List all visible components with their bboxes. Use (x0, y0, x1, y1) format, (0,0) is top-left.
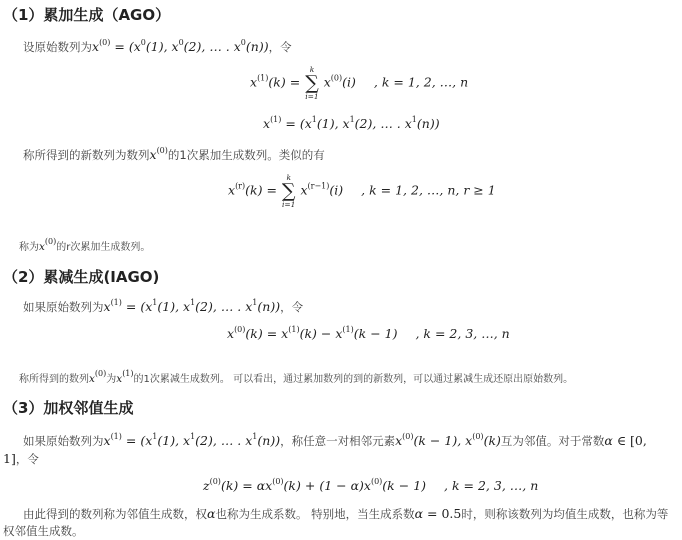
formula-x0: $x^{(0)}$ (149, 146, 168, 162)
equation-ago-condition: , k = 1, 2, …, n (373, 74, 469, 90)
weighted-intro-mid: ，称任意一对相邻元素 (280, 434, 396, 448)
section-heading-ago: （1）累加生成（AGO） (3, 6, 171, 24)
ago-description (23, 146, 325, 163)
sum-symbol: k ∑ i=1 (281, 173, 296, 209)
equation-iago: $x^{(0)}(k) = x^{(1)}(k) - x^{(1)}(k - 1)$ , k = 2, 3, …, n (227, 325, 510, 341)
iago-note-pre: 称所得到的数列 (19, 374, 89, 385)
formula-alpha-half: α = 0.5 (414, 506, 462, 521)
formula-original-sequence: $x^{(0)} = (x^0(1)$, $x^0(2)$, … . $x^0(n)$) (92, 38, 269, 54)
r-ago-note-post: 的r次累加生成数列。 (56, 242, 151, 253)
iago-intro-pre: 如果原始数列为 (23, 300, 104, 314)
section-heading-weighted: （3）加权邻值生成 (3, 399, 134, 417)
formula-adjacent-pair: $x^{(0)}(k - 1)$, $x^{(0)}(k)$ (395, 432, 501, 448)
weighted-description (3, 505, 669, 540)
weighted-desc-pre: 由此得到的数列称为邻值生成数，权 (23, 507, 207, 521)
section-heading-iago: （2）累减生成(IAGO) (3, 268, 160, 286)
equation-iago-condition: , k = 2, 3, …, n (415, 326, 510, 341)
ago-intro (23, 38, 292, 55)
weighted-desc-mid: 也称为生成系数。 特别地，当生成系数 (215, 507, 415, 521)
equation-ago-sequence: $x^{(1)} = (x^1(1)$, $x^1(2)$, … . $x^1(n)$) (263, 115, 440, 131)
equation-weighted-condition: , k = 2, 3, …, n (444, 478, 539, 493)
weighted-intro (3, 428, 669, 468)
equation-r-ago-sum: $x^{(r)}(k)$ = k ∑ i=1 $x^{(r-1)}(i)$ , k = 1, 2, …, n, r ≥ 1 (228, 173, 496, 209)
iago-note-mid: 为 (106, 374, 117, 385)
formula-x1: $x^{(1)}$ (116, 369, 134, 385)
formula-original-sequence: $x^{(1)} = (x^1(1)$, $x^1(2)$, … . $x^1(n)$) (103, 298, 281, 314)
iago-note-post: 的1次累减生成数列。 可以看出，通过累加数列的到的新数列，可以通过累减生成还原出原始数列。 (133, 374, 574, 385)
formula-x0: $x^{(0)}$ (39, 237, 57, 253)
equation-weighted: $z^{(0)}(k) = \alpha x^{(0)}(k) + (1 - \alpha)x^{(0)}(k - 1)$ , k = 2, 3, …, n (203, 477, 539, 493)
weighted-desc-post: 时，则称该数列为均值生成数，也称为等权邻值生成数。 (3, 507, 669, 538)
formula-original-sequence: $x^{(1)} = (x^1(1)$, $x^1(2)$, … . $x^1(n)$) (103, 432, 281, 448)
ago-desc-post: 的1次累加生成数列。类似的有 (167, 148, 325, 162)
r-ago-note (19, 237, 150, 253)
weighted-intro-mid2: 互为邻值。对于常数 (500, 434, 605, 448)
formula-alpha: α (207, 506, 216, 521)
weighted-intro-pre: 如果原始数列为 (23, 434, 104, 448)
formula-x0: $x^{(0)}$ (89, 369, 107, 385)
iago-intro (23, 298, 303, 315)
ago-desc-pre: 称所得到的新数列为数列 (23, 148, 150, 162)
equation-ago-sum: $x^{(1)}(k)$ = k ∑ i=1 $x^{(0)}(i)$ , k = 1, 2, …, n (250, 65, 469, 101)
r-ago-note-pre: 称为 (19, 242, 39, 253)
weighted-intro-post: ，令 (15, 452, 39, 466)
iago-intro-post: ，令 (280, 300, 304, 314)
equation-r-ago-condition: , k = 1, 2, …, n, r ≥ 1 (361, 182, 496, 198)
iago-note (19, 369, 573, 385)
sum-symbol: k ∑ i=1 (305, 65, 319, 101)
ago-intro-pre: 设原始数列为 (23, 40, 92, 54)
ago-intro-post: ，令 (268, 40, 292, 54)
formula-alpha-range: α ∈ [0, 1] (3, 433, 647, 466)
